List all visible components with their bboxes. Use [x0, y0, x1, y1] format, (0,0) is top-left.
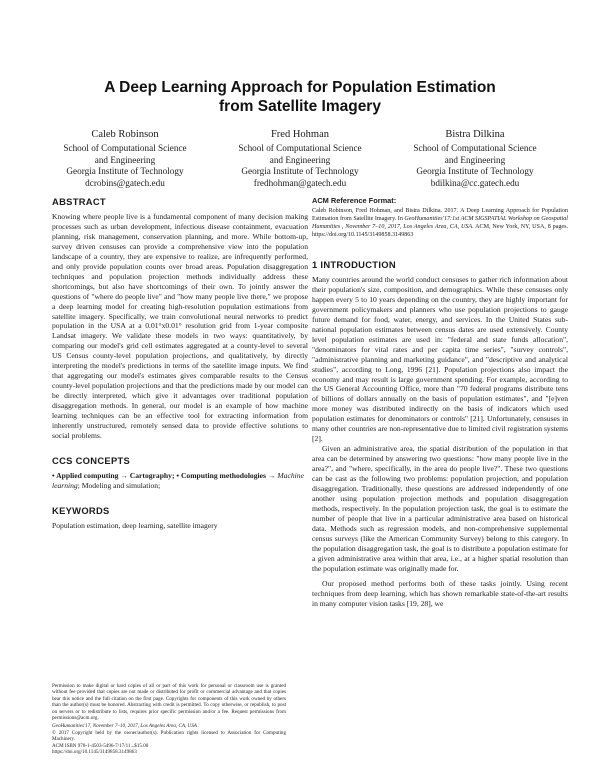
author-name: Caleb Robinson [91, 129, 159, 140]
intro-heading: 1 INTRODUCTION [312, 259, 396, 270]
ccs-heading: CCS CONCEPTS [52, 454, 131, 466]
author-affiliation: School of Computational Science [238, 143, 362, 153]
author-institution: Georgia Institute of Technology [416, 166, 534, 177]
doi-line: https://doi.org/10.1145/3149858.3149863 [52, 749, 137, 756]
copyright-line: © 2017 Copyright held by the owner/author(s). Publication rights licensed to Association for Computing Machinery. [52, 729, 286, 743]
author-email: dcrobins@gatech.edu [85, 177, 165, 188]
author-affiliation: and Engineering [269, 154, 331, 165]
acm-ref-text [312, 207, 568, 239]
abstract-heading: ABSTRACT [52, 196, 106, 207]
right-column [312, 196, 568, 608]
keywords-heading: KEYWORDS [52, 504, 110, 516]
intro-paragraph-2: Given an administrative area, the spatial distribution of the population in that area can be determined by answering two questions: "how many people live in the area?", and "where, specifically, in the area do people live?". These two questions can be cast as the following two problems: population projection, and population disaggregation. Traditionally, these questions are addressed independently of one another using population projection methods and population disaggregation methods, respectively. In the population projection task, the goal is to estimate the number of people that live in a particular administrative area based on historical data. Methods such as regression models, and non-comprehensive supplemental census surveys (like the American Community Survey) belong to this category. In the population disaggregation task, the goal is to distribute a population estimate for a given administrative area within that area, i.e., at a higher spatial resolution than the population estimate was originally made for. [312, 444, 568, 573]
ccs-bullet-1: • Applied computing → Cartography; [52, 470, 175, 480]
author-affiliation: School of Computational Science [413, 143, 537, 153]
isbn-line: ACM ISBN 978-1-4503-5496-7/17/11...$15.00 [52, 742, 149, 749]
title-line-2: from Satellite Imagery [219, 98, 381, 115]
author-name: Bistra Dilkina [445, 129, 505, 140]
author-name: Fred Hohman [270, 129, 330, 140]
conference-line: GeoHumanities'17, November 7–10, 2017, Los Angeles Area, CA, USA [52, 723, 197, 730]
acm-ref-venue: GeoHumanities'17:1st ACM SIGSPATIAL Workshop on Geospatial Humanities , November 7–10, 2017, Los Angeles Area, CA, USA [312, 216, 568, 230]
intro-paragraph-1: Many countries around the world conduct censuses to gather rich information about their population's size, composition, and demographics. While these censuses only happen every 5 to 10 years depending on the country, they are highly important for government policymakers and planners who use population projections to gauge future demand for food, water, energy, and services. In the United States sub-national population estimates between census dates are used extensively. County level population estimates are used in: "federal and state funds allocation", "denominators for vital rates and per capita time series", "survey controls", "administrative planning and marketing guidance", and "descriptive and analytical studies", according to Long, 1996 [21]. Population projections also impact the economy and may result is large government spending. For example, according to the US General Accounting Office, more than "70 federal programs distribute tens of billions of dollars annually on the basis of population estimates", and "[e]ven more money was distributed indirectly on the basis of indicators which used population estimates for denominators or controls" [21]. Unfortunately, censuses in many other countries are non-representative due to limited civil registration systems [2]. [312, 275, 568, 444]
author-email: fredhohman@gatech.edu [253, 177, 347, 188]
left-column [52, 196, 308, 531]
author-3 [390, 128, 560, 189]
acm-ref-part2: . ACM, New York, NY, USA, 8 pages. https://doi.org/10.1145/3149858.3149863 [312, 224, 568, 238]
paper-title [60, 78, 540, 116]
author-1 [40, 128, 210, 189]
author-affiliation: School of Computational Science [63, 143, 187, 153]
author-email: bdilkina@cc.gatech.edu [430, 177, 520, 188]
author-block [40, 128, 560, 189]
author-affiliation: and Engineering [94, 154, 156, 165]
acm-ref-part1: Caleb Robinson, Fred Hohman, and Bistra Dilkina. 2017. A Deep Learning Approach for Population Estimation from Satellite Imagery. In [312, 208, 568, 222]
ccs-concepts [52, 471, 308, 491]
ccs-bullet-2: • Computing methodologies → [176, 470, 276, 480]
author-institution: Georgia Institute of Technology [241, 166, 359, 177]
author-affiliation: and Engineering [444, 154, 506, 165]
title-line-1: A Deep Learning Approach for Population Estimation [104, 79, 496, 96]
intro-paragraph-3: Our proposed method performs both of these tasks jointly. Using recent techniques from deep learning, which has shown remarkable state-of-the-art results in many computer vision tasks [19, 28], we [312, 578, 568, 608]
permission-text: Permission to make digital or hard copies of all or part of this work for personal or classroom use is granted without fee provided that copies are not made or distributed for profit or commercial advantage and that copies bear this notice and the full citation on the first page. Copyrights for components of this work owned by others than the author(s) must be honored. Abstracting with credit is permitted. To copy otherwise, or republish, to post on servers or to redistribute to lists, requires prior specific permission and/or a fee. Request permissions from permissions@acm.org. [52, 683, 286, 722]
abstract-text: Knowing where people live is a fundamental component of many decision making processes such as urban development, infectious disease containment, evacuation planning, risk management, conservation planning, and more. While bottom-up, survey driven censuses can provide a comprehensive view into the population landscape of a country, they are expensive to realize, are infrequently performed, and only provide population counts over broad areas. Population disaggregation techniques and population projection methods individually address these shortcomings, but also have shortcomings of their own. To jointly answer the questions of "where do people live" and "how many people live there," we propose a deep learning model for creating high-resolution population estimations from satellite imagery. Specifically, we train convolutional neural networks to predict population in the USA at a 0.01°x0.01° resolution grid from 1-year composite Landsat imagery. We validate these models in two ways: quantitatively, by comparing our model's grid cell estimates aggregated at a county-level to several US Census county-level population projections, and qualitatively, by directly interpreting the model's predictions in terms of the satellite image inputs. We find that aggregating our model's estimates gives comparable results to the Census county-level population projections and that the predictions made by our model can be directly interpreted, which give it advantages over traditional population disaggregation methods. In general, our model is an example of how machine learning techniques can be an effective tool for extracting information from inherently unstructured, remotely sensed data to provide effective solutions to social problems. [52, 212, 308, 440]
keywords-text: Population estimation, deep learning, satellite imagery [52, 520, 218, 530]
ccs-rest: ; Modeling and simulation; [77, 480, 161, 490]
author-institution: Georgia Institute of Technology [66, 166, 184, 177]
acm-ref-heading: ACM Reference Format: [312, 196, 397, 205]
copyright-footnote [52, 683, 286, 755]
author-2 [215, 128, 385, 189]
ccs-ml: Machine learning [52, 470, 304, 490]
